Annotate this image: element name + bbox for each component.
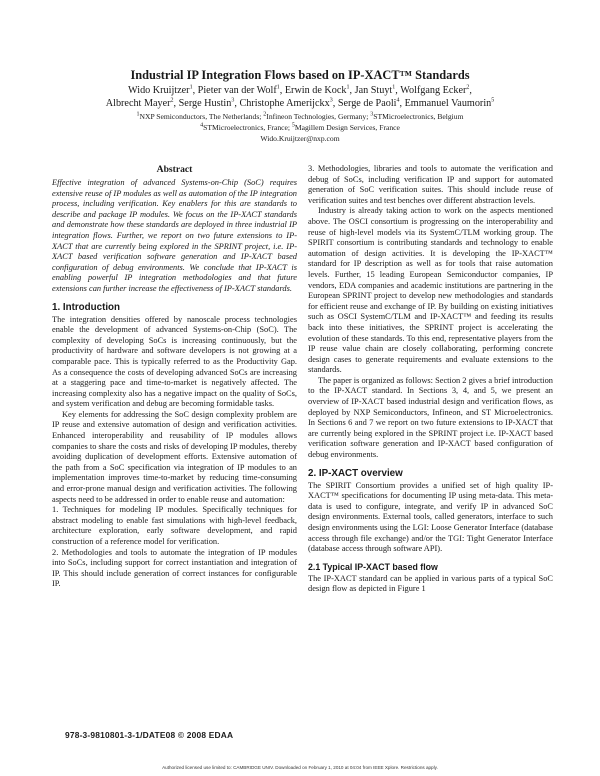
author-affiliation-mark: 5	[491, 97, 495, 104]
isbn-copyright: 978-3-9810801-3-1/DATE08 © 2008 EDAA	[65, 730, 234, 740]
abstract-heading: Abstract	[156, 164, 193, 175]
right-column	[308, 164, 553, 595]
author-affiliation-mark: 1	[189, 84, 193, 91]
author: Jan Stuyt	[354, 85, 393, 96]
affiliation: Magillem Design Services, France	[294, 123, 400, 132]
list-item: 2. Methodologies and tools to automate the integration of IP modules into SoCs, including support for correct instantiation and integration of IP. This should include generation of correct instances for configurable IP.	[52, 547, 297, 589]
author: Pieter van der Wolf	[197, 85, 277, 96]
author: Christophe Amerijckx	[239, 98, 330, 109]
author-line-1: Wido Kruijtzer$^1$, Pieter van der Wolf$^1$, Erwin de Kock$^1$, Jan Stuyt$^1$, Wolfgang Ecker$^2$,	[128, 84, 472, 96]
author: Wolfgang Ecker	[400, 85, 467, 96]
author-affiliation-mark: 4	[396, 97, 400, 104]
contact-email: Wido.Kruijtzer@nxp.com	[260, 134, 340, 143]
author-affiliation-mark: 1	[276, 84, 280, 91]
affiliation-mark: 2	[263, 111, 267, 118]
author-affiliation-mark: 2	[170, 97, 174, 104]
license-notice: Authorized licensed use limited to: CAMBRIDGE UNIV. Downloaded on February 1, 2010 at 04:04 from IEEE Xplore. Restrictions apply.	[162, 765, 438, 770]
affiliation-line-2	[40, 122, 560, 133]
affiliation-mark: 5	[291, 122, 295, 129]
author-affiliation-mark: 1	[346, 84, 350, 91]
affiliation-mark: 3	[370, 111, 374, 118]
affiliation: STMicroelectronics, France;	[203, 123, 292, 132]
paragraph: The integration densities offered by nanoscale process technologies enable the development of advanced Systems-on-Chip (SoC). The complexity of developing SoCs is increasing continuously, but the productivity of hardware and software developers is not growing at a comparable pace. This is typically referred to as the Productivity Gap. As a consequence the costs of developing advanced SoCs are increasing at a staggering pace and time-to-market is negatively affected. The increasing complexity also has a negative impact on the quality of SoCs, and system verification and debug are becoming formidable tasks.	[52, 314, 297, 409]
paragraph: The paper is organized as follows: Section 2 gives a brief introduction to the IP-XACT standard. In Sections 3, 4, and 5, we present an overview of IP-XACT based industrial design and verification flows, as deployed by NXP Semiconductors, Infineon, and ST Microelectronics. In Sections 6 and 7 we report on two future extensions to IP-XACT that are currently being explored in the SPRINT project i.e. IP-XACT based verification software generation and IP-XACT based configuration of debug environments.	[308, 375, 553, 460]
paragraph: The IP-XACT standard can be applied in various parts of a typical SoC design flow as depicted in Figure 1	[308, 573, 553, 594]
author-list	[40, 84, 560, 110]
paper-title: Industrial IP Integration Flows based on IP-XACT™ Standards	[130, 68, 470, 82]
section-heading-ipxact-overview: 2. IP-XACT overview	[308, 467, 403, 479]
author: Albrecht Mayer	[105, 98, 171, 109]
author: Wido Kruijtzer	[128, 85, 190, 96]
paragraph: Key elements for addressing the SoC design complexity problem are IP reuse and extensive automation of design and verification activities. Enhanced interoperability and reusability of IP modules allows companies to share the costs and risks of developing IP modules, thereby avoiding duplication of development efforts. Extensive automation of the path from a SoC specification via integration of IP modules to an implementation improves time-to-market by reducing time-consuming and error-prone manual design and verification activities. The following aspects need to be addressed in order to enable reuse and automation:	[52, 409, 297, 504]
list-item: 1. Techniques for modeling IP modules. Specifically techniques for abstract modeling to enable fast simulations with high-level feedback, architecture exploration, early software development, and rapid construction of a reference model for verification.	[52, 505, 297, 546]
affiliations	[40, 111, 560, 144]
paragraph: Industry is already taking action to work on the aspects mentioned above. The OSCI consortium is progressing on the interoperability and reuse of high-level models via its SystemC/TLM working group. The SPIRIT consortium is contributing standards and technology to enable automation of design activities. It is developing the IP-XACT™ standard for IP description as well as for tools that raise automation levels. Further, 15 leading European Semiconductor companies, IP vendors, EDA companies and academic institutions are partnering in the European SPRINT project to develop new methodologies and standards for efficient reuse and exchange of IP. By building on existing initiatives such as OSCI SystemC/TLM and IP-XACT™ and feeding its results back into these initiatives, the SPRINT project is accelerating the evolution of these standards. To this end, representative players from the IP reuse value chain are closely collaborating, performing concrete design cases to generate requirements and evaluate extensions to the standards.	[308, 206, 553, 375]
author-affiliation-mark: 2	[466, 84, 470, 91]
affiliation: STMicroelectronics, Belgium	[373, 112, 464, 121]
author: Emmanuel Vaumorin	[404, 98, 492, 109]
affiliation: Infineon Technologies, Germany;	[266, 112, 371, 121]
author: Serge Hustin	[178, 98, 232, 109]
author-affiliation-mark: 3	[329, 97, 333, 104]
affiliation: NXP Semiconductors, The Netherlands;	[139, 112, 264, 121]
author: Erwin de Kock	[284, 85, 347, 96]
left-column	[52, 164, 297, 590]
affiliation-mark: 1	[136, 111, 140, 118]
author-affiliation-mark: 1	[392, 84, 396, 91]
list-item: 3. Methodologies, libraries and tools to automate the verification and debug of SoCs, including verification IP and support for automated generation of SoC verification suites. This should include reuse of verification suites and test benches over different abstraction levels.	[308, 164, 553, 205]
author-affiliation-mark: 3	[231, 97, 235, 104]
affiliation-mark: 4	[200, 122, 204, 129]
affiliation-line-1	[40, 111, 560, 122]
author: Serge de Paoli	[337, 98, 397, 109]
abstract-text: Effective integration of advanced Systems-on-Chip (SoC) requires extensive reuse of IP modules as well as automation of the IP integration process, including verification. Key enablers for this are standards to describe and package IP modules. We focus on the IP-XACT standards and demonstrate how these standards are deployed in three industrial IP integration flows. Further, we report on two future extensions to IP-XACT that are currently being explored in the SPRINT project, i.e. IP-XACT based verification software generation and IP-XACT based configuration of debug environments. We conclude that IP-XACT is enabling powerful IP integration methodologies and that future extensions can further increase the effectiveness of IP-XACT standards.	[52, 178, 297, 293]
paragraph: The SPIRIT Consortium provides a unified set of high quality IP-XACT™ specifications for documenting IP using meta-data. This meta-data is used to configure, integrate, and verify IP in advanced SoC design environments. External tools, called generators, interface to such design environments using the LGI: Loose Generator Interface (database access through file exchange) and/or the TGI: Tight Generator Interface (database access through software API).	[308, 480, 553, 554]
author-line-2: Albrecht Mayer$^2$, Serge Hustin$^3$, Christophe Amerijckx$^3$, Serge de Paoli$^4$, Emmanuel Vaumorin$^5$	[105, 97, 495, 109]
section-heading-introduction: 1. Introduction	[52, 301, 121, 313]
subsection-heading-typical-flow: 2.1 Typical IP-XACT based flow	[308, 561, 438, 572]
